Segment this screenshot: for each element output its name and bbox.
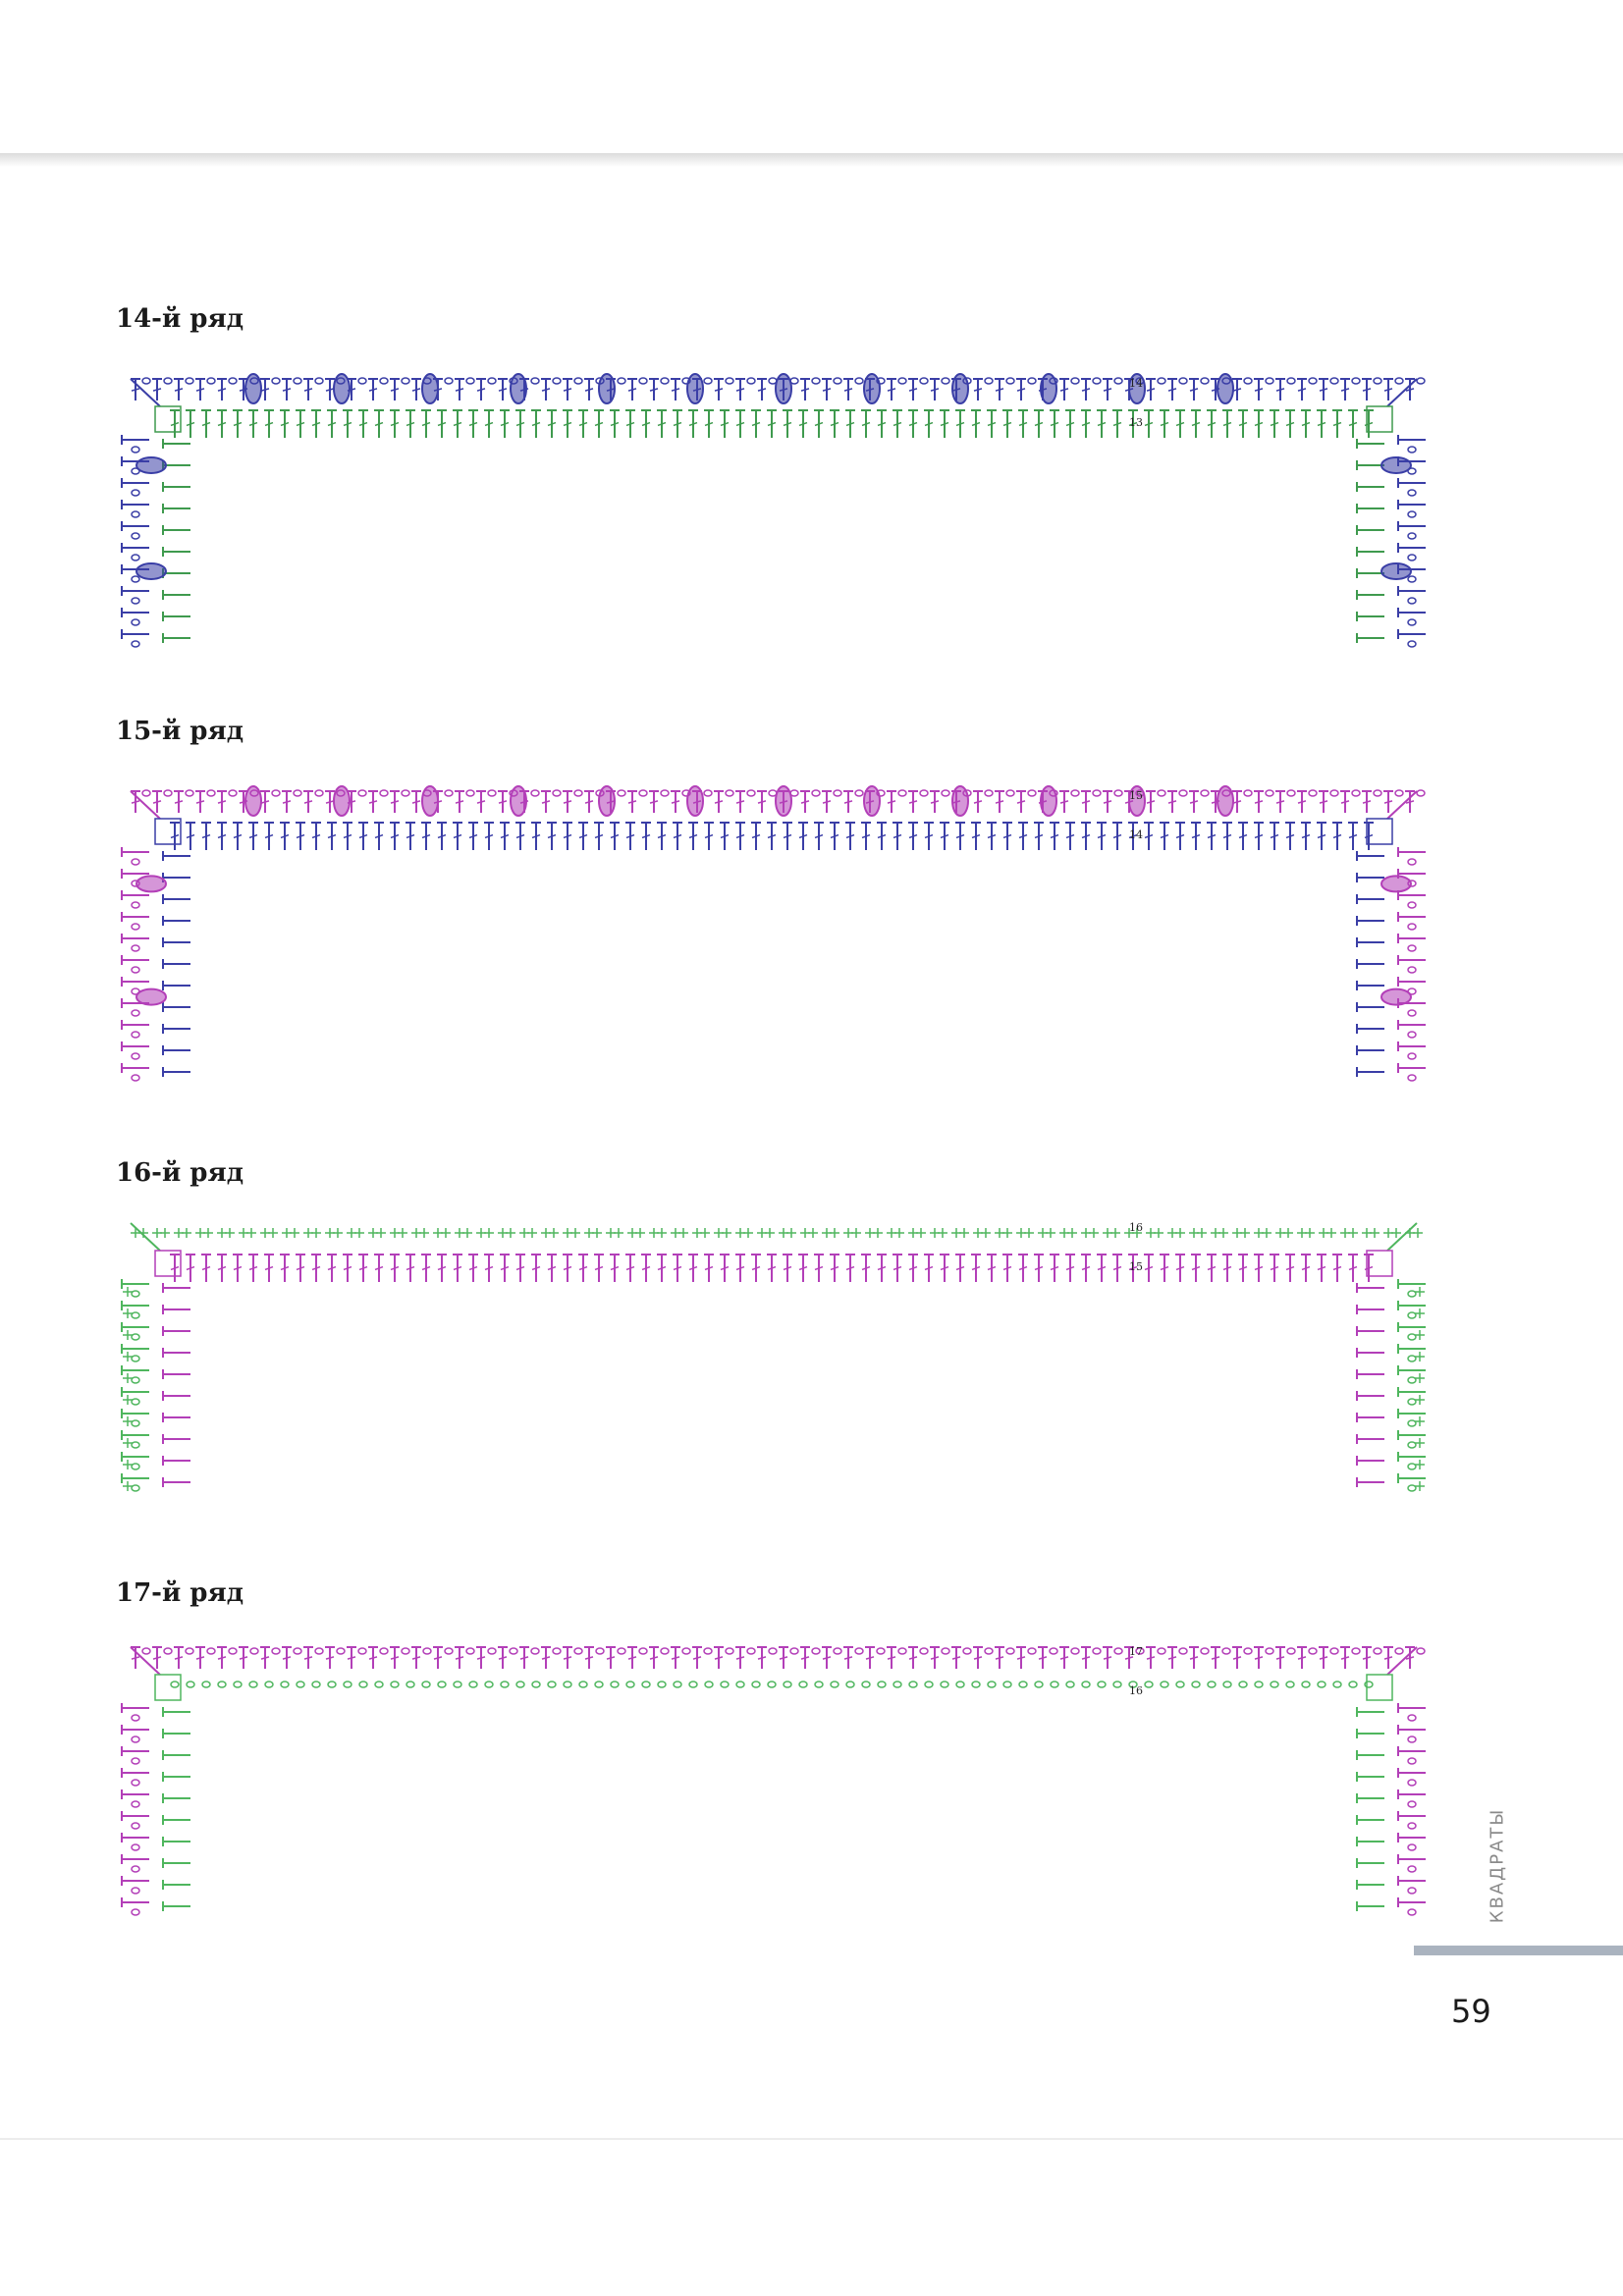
- row-marker-outer: 16: [1129, 1221, 1143, 1234]
- section-title-row-15: 15-й ряд: [116, 717, 244, 746]
- page-top-edge: [0, 153, 1623, 167]
- section-title-row-16: 16-й ряд: [116, 1158, 244, 1188]
- crochet-chart-row-16: [116, 1215, 1432, 1510]
- row-marker-outer: 15: [1129, 789, 1143, 802]
- row-marker-inner: 16: [1129, 1684, 1143, 1697]
- page-bottom-edge: [0, 2138, 1623, 2140]
- chapter-tab-bar: [1414, 1946, 1623, 1955]
- page-number: 59: [1451, 1993, 1491, 2030]
- row-marker-outer: 14: [1129, 377, 1143, 390]
- crochet-chart-row-15: [116, 783, 1432, 1097]
- chapter-side-label: [1478, 1806, 1517, 1924]
- crochet-chart-row-14: [116, 371, 1432, 666]
- row-marker-inner: 13: [1129, 416, 1143, 429]
- row-marker-inner: 15: [1129, 1260, 1143, 1273]
- section-title-row-14: 14-й ряд: [116, 304, 244, 334]
- section-title-row-17: 17-й ряд: [116, 1578, 244, 1608]
- chapter-side-label-text: КВАДРАТЫ: [1487, 1807, 1508, 1923]
- crochet-chart-row-17: [116, 1639, 1432, 1924]
- row-marker-inner: 14: [1129, 828, 1143, 841]
- row-marker-outer: 17: [1129, 1645, 1143, 1658]
